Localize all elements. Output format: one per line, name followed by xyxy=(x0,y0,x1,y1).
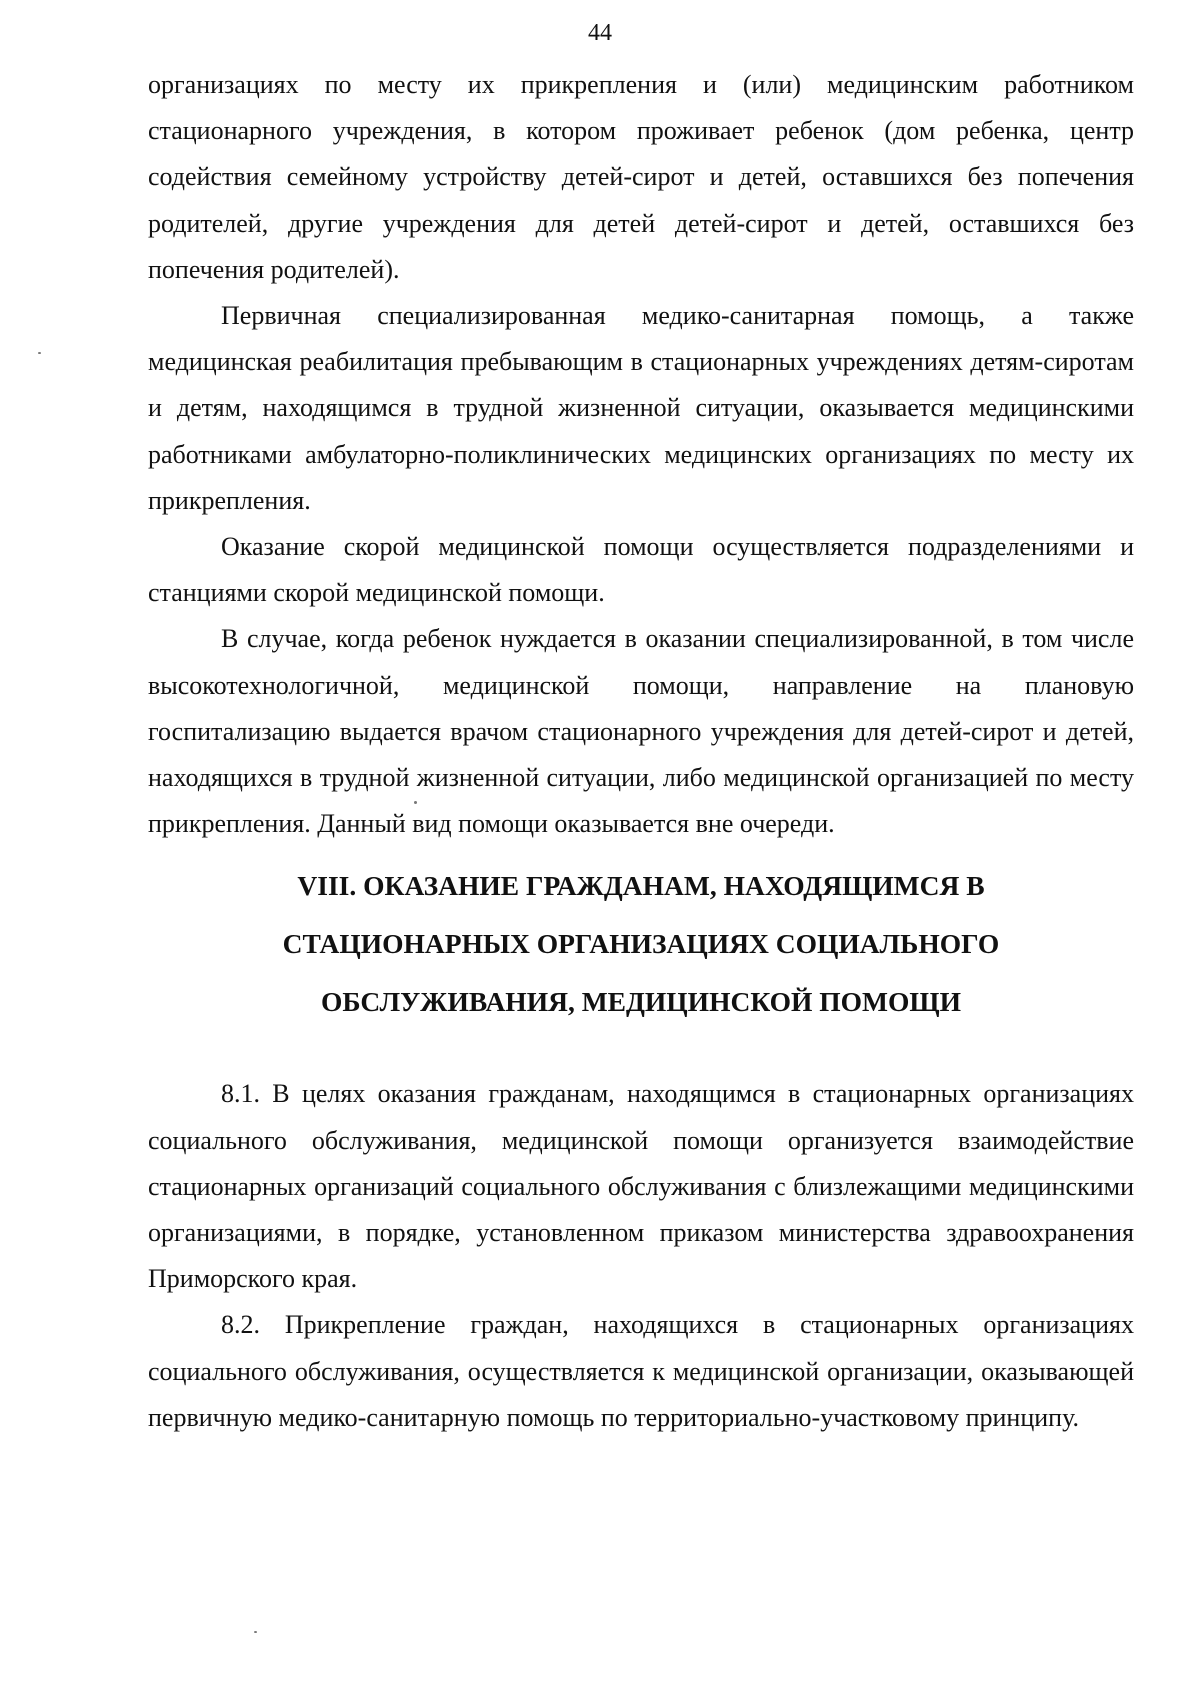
section-heading-line: ОБСЛУЖИВАНИЯ, МЕДИЦИНСКОЙ ПОМОЩИ xyxy=(321,986,961,1018)
paragraph-continuation: организациях по месту их прикрепления и (или) медицинским работником стационарного учреждения, в котором проживает ребенок (дом ребенка, центр содействия семейному устройству детей-сирот и детей, оставшихся без попечения родителей, другие учреждения для детей детей-сирот и детей, оставшихся без попечения родителей). xyxy=(148,70,1134,284)
paragraph-emergency-care: Оказание скорой медицинской помощи осуществляется подразделениями и станциями скорой медицинской помощи. xyxy=(148,532,1134,608)
paragraph-specialized-care: Первичная специализированная медико-санитарная помощь, а также медицинская реабилитация пребывающим в стационарных учреждениях детям-сиротам и детям, находящимся в трудной жизненной ситуации, оказывается медицинскими работниками амбулаторно-поликлинических медицинских организациях по месту их прикрепления. xyxy=(148,301,1134,515)
section-heading xyxy=(148,857,1134,1031)
scan-speck xyxy=(414,801,417,804)
paragraph-hospitalization: В случае, когда ребенок нуждается в оказании специализированной, в том числе высокотехнологичной, медицинской помощи, направление на плановую госпитализацию выдается врачом стационарного учреждения для детей-сирот и детей, находящихся в трудной жизненной ситуации, либо медицинской организацией по месту прикрепления. Данный вид помощи оказывается вне очереди. xyxy=(148,624,1134,839)
clause-8-2: 8.2. Прикрепление граждан, находящихся в стационарных организациях социального обслуживания, осуществляется к медицинской организации, оказывающей первичную медико-санитарную помощь по территориально-участковому принципу. xyxy=(148,1310,1134,1432)
page-content xyxy=(148,62,1134,1441)
page-number: 44 xyxy=(588,20,612,46)
section-heading-line: СТАЦИОНАРНЫХ ОРГАНИЗАЦИЯХ СОЦИАЛЬНОГО xyxy=(282,928,1000,960)
scan-speck xyxy=(254,1631,257,1633)
scan-speck xyxy=(38,352,41,354)
section-heading-line: VIII. ОКАЗАНИЕ ГРАЖДАНАМ, НАХОДЯЩИМСЯ В xyxy=(297,870,985,902)
clause-8-1: 8.1. В целях оказания гражданам, находящимся в стационарных организациях социального обслуживания, медицинской помощи организуется взаимодействие стационарных организаций социального обслуживания с близлежащими медицинскими организациями, в порядке, установленном приказом министерства здравоохранения Приморского края. xyxy=(148,1079,1134,1294)
